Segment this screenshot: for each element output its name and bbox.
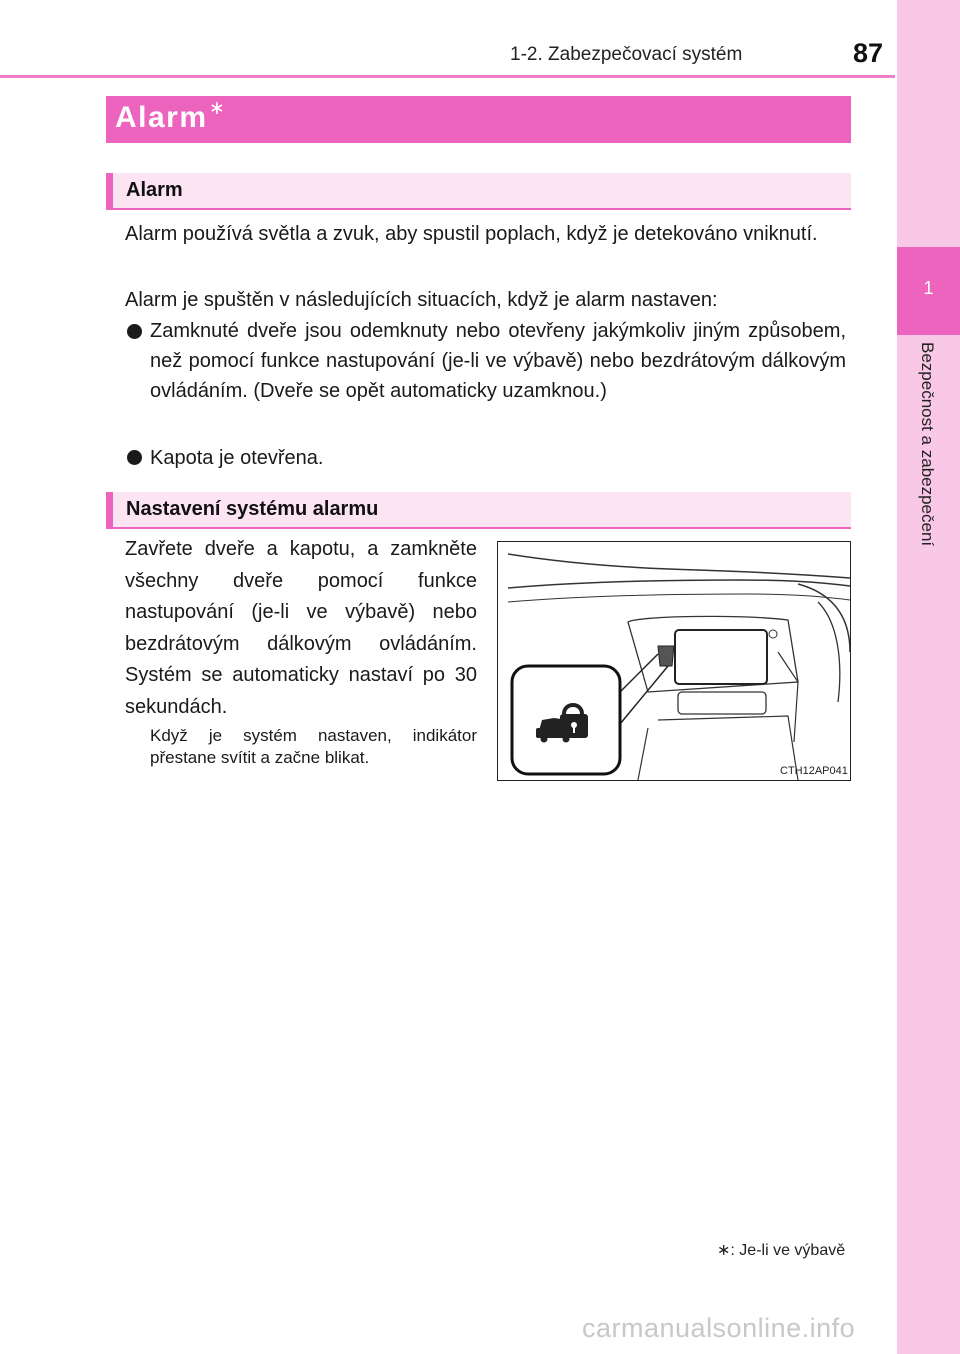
chapter-title-container (897, 342, 960, 612)
section-heading-setup (106, 492, 851, 529)
watermark-text: carmanualsonline.info (582, 1313, 856, 1343)
alarm-intro-paragraph: Alarm používá světla a zvuk, aby spustil poplach, když je detekováno vniknutí. (125, 223, 818, 245)
header-section-title: 1-2. Zabezpečovací systém (510, 44, 743, 65)
setup-paragraph: Zavřete dveře a kapotu, a zamkněte všechny dveře pomocí funkce nastupování (je-li ve výbavě) nebo bezdrátovým dálkovým ovládáním. Systém se automaticky nastaví po 30 sekundách. (125, 538, 477, 718)
section-heading-alarm (106, 173, 851, 210)
chapter-number: 1 (923, 278, 934, 298)
bullet-item-hood: Kapota je otevřena. (150, 447, 324, 469)
section-heading-label: Alarm (126, 179, 183, 201)
bullet-dot (127, 324, 142, 339)
bullet-item-doors: Zamknuté dveře jsou odemknuty nebo otevřeny jakýmkoliv jiným způsobem, než pomocí funkce nastupování (je-li ve výbavě) nebo bezdrátovým dálkovým ovládáním. (Dveře se opět automaticky uzamknou.) (150, 320, 846, 402)
page-title: Alarm (115, 101, 208, 134)
dashboard-drawing (498, 542, 850, 780)
section-heading-bar (106, 173, 113, 208)
illustration-code: CTH12AP041 (780, 765, 848, 777)
chapter-side-tab (897, 0, 960, 1354)
section-heading-label: Nastavení systému alarmu (126, 498, 379, 520)
optional-equipment-mark: ∗ (209, 98, 225, 119)
bullet-dot (127, 450, 142, 465)
chapter-title: Bezpečnost a zabezpečení (918, 342, 937, 547)
setup-note: Když je systém nastaven, indikátor přestane svítit a začne blikat. (150, 726, 477, 767)
header-rule (0, 75, 895, 78)
footnote: ∗: Je-li ve výbavě (717, 1242, 846, 1259)
alarm-trigger-paragraph: Alarm je spuštěn v následujících situacích, když je alarm nastaven: (125, 289, 718, 311)
section-heading-bar (106, 492, 113, 527)
page-number: 87 (853, 38, 884, 68)
dashboard-illustration (497, 541, 851, 781)
